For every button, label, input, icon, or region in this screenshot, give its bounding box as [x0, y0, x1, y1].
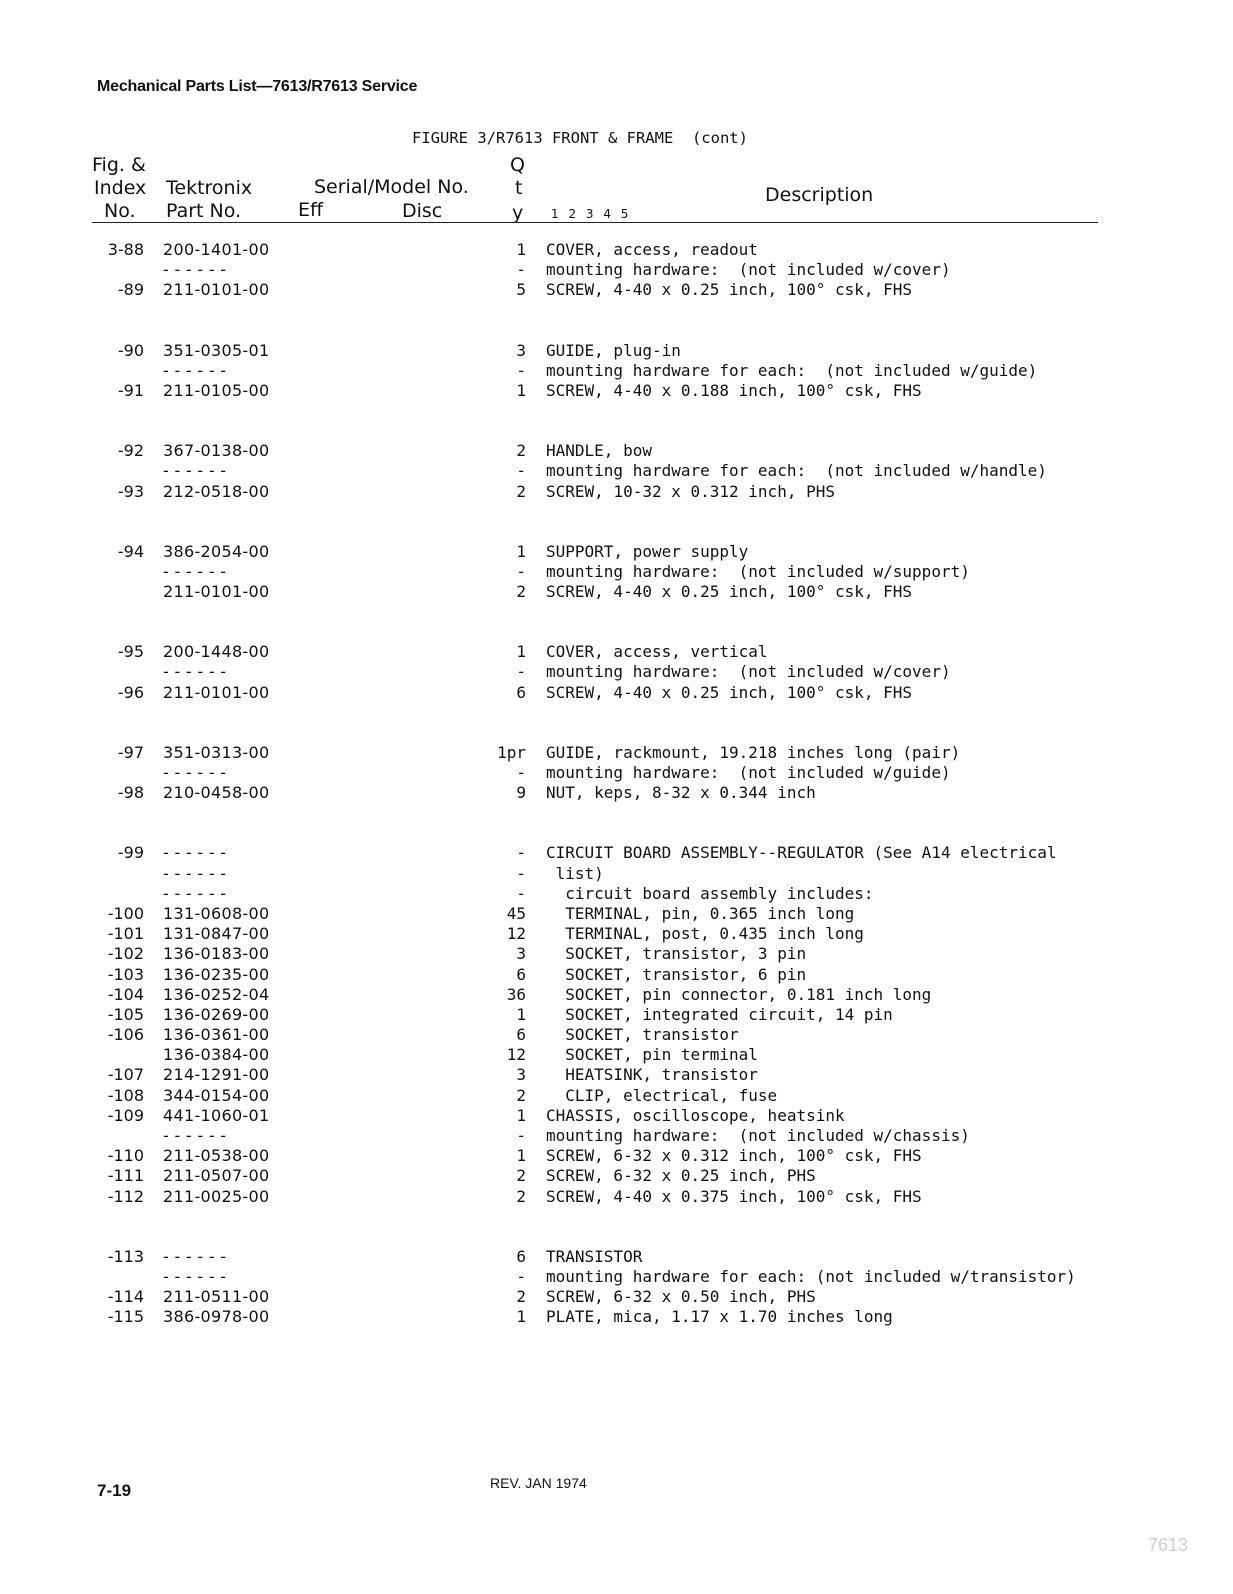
description-cell: GUIDE, rackmount, 19.218 inches long (pair)	[546, 742, 961, 762]
description-cell: CIRCUIT BOARD ASSEMBLY--REGULATOR (See A14 electrical	[546, 843, 1057, 863]
page-header: Mechanical Parts List—7613/R7613 Service	[97, 78, 418, 95]
fig-index-cell: -91	[117, 380, 144, 400]
quantity-cell: 5	[516, 280, 526, 300]
fig-index-cell: -92	[117, 441, 144, 461]
part-number-cell: 210-0458-00	[163, 783, 270, 803]
parts-row	[0, 924, 1233, 944]
part-number-cell: 136-0269-00	[163, 1004, 270, 1024]
parts-list	[0, 240, 1233, 1368]
col-fig-heading-2: Index	[94, 177, 147, 199]
parts-group	[0, 743, 1233, 804]
quantity-cell: -	[516, 561, 526, 581]
parts-row	[0, 482, 1233, 502]
part-number-cell: 214-1291-00	[163, 1065, 270, 1085]
parts-group	[0, 843, 1233, 1206]
part-number-cell: 351-0305-01	[163, 340, 270, 360]
part-number-cell: 136-0252-04	[163, 984, 270, 1004]
fig-index-cell: -105	[107, 1004, 144, 1024]
parts-group	[0, 642, 1233, 703]
description-cell: SUPPORT, power supply	[546, 541, 749, 561]
parts-group	[0, 1247, 1233, 1328]
parts-row	[0, 1287, 1233, 1307]
parts-row	[0, 361, 1233, 381]
description-cell: list)	[546, 863, 604, 883]
description-cell: mounting hardware for each: (not included w/handle)	[546, 461, 1047, 481]
parts-group	[0, 341, 1233, 402]
part-number-cell: 211-0511-00	[163, 1287, 270, 1307]
parts-row	[0, 944, 1233, 964]
description-cell: TRANSISTOR	[546, 1246, 643, 1266]
part-number-cell: 211-0101-00	[163, 682, 270, 702]
description-cell: COVER, access, readout	[546, 240, 758, 259]
part-number-cell: 441-1060-01	[163, 1105, 270, 1125]
description-cell: SCREW, 4-40 x 0.188 inch, 100° csk, FHS	[546, 380, 922, 400]
parts-group	[0, 441, 1233, 502]
fig-index-cell: -113	[107, 1246, 144, 1266]
fig-index-cell: -90	[117, 340, 144, 360]
fig-index-cell: -104	[107, 984, 144, 1004]
quantity-cell: 2	[516, 582, 526, 602]
fig-index-cell: -102	[107, 944, 144, 964]
part-number-cell: 211-0507-00	[163, 1166, 270, 1186]
parts-row	[0, 1106, 1233, 1126]
part-number-cell: 344-0154-00	[163, 1085, 270, 1105]
description-cell: SOCKET, transistor, 3 pin	[546, 944, 807, 964]
part-number-cell: - - - - - -	[163, 883, 227, 903]
fig-index-cell: -97	[117, 742, 144, 762]
description-cell: CLIP, electrical, fuse	[546, 1085, 778, 1105]
page-number: 7-19	[97, 1481, 132, 1500]
col-eff-heading: Eff	[298, 199, 324, 221]
quantity-cell: -	[516, 863, 526, 883]
parts-row	[0, 461, 1233, 481]
description-cell: SCREW, 6-32 x 0.50 inch, PHS	[546, 1287, 816, 1307]
col-part-heading-2: Part No.	[166, 200, 242, 222]
col-description-heading: Description	[765, 184, 874, 206]
quantity-cell: -	[516, 662, 526, 682]
part-number-cell: - - - - - -	[163, 260, 227, 280]
quantity-cell: 3	[516, 340, 526, 360]
parts-row	[0, 1307, 1233, 1327]
description-cell: mounting hardware for each: (not included w/transistor)	[546, 1266, 1076, 1286]
fig-index-cell: 3-88	[107, 240, 144, 259]
col-qty-heading-3: y	[512, 202, 524, 224]
quantity-cell: 2	[516, 481, 526, 501]
description-cell: mounting hardware: (not included w/cover)	[546, 260, 951, 280]
part-number-cell: 200-1448-00	[163, 642, 270, 662]
quantity-cell: 1	[516, 642, 526, 662]
parts-row	[0, 1146, 1233, 1166]
quantity-cell: 6	[516, 964, 526, 984]
quantity-cell: 1	[516, 380, 526, 400]
quantity-cell: -	[516, 883, 526, 903]
col-serial-heading: Serial/Model No.	[314, 176, 469, 198]
part-number-cell: 386-2054-00	[163, 541, 270, 561]
parts-row	[0, 662, 1233, 682]
fig-index-cell: -103	[107, 964, 144, 984]
col-part-heading-1: Tektronix	[166, 177, 253, 199]
quantity-cell: 9	[516, 783, 526, 803]
quantity-cell: 3	[516, 944, 526, 964]
description-cell: SOCKET, transistor, 6 pin	[546, 964, 807, 984]
description-cell: HEATSINK, transistor	[546, 1065, 758, 1085]
description-cell: SCREW, 4-40 x 0.25 inch, 100° csk, FHS	[546, 682, 913, 702]
description-cell: SOCKET, transistor	[546, 1025, 739, 1045]
parts-row	[0, 1187, 1233, 1207]
parts-row	[0, 1065, 1233, 1085]
parts-row	[0, 582, 1233, 602]
col-qty-heading-2: t	[515, 177, 523, 199]
quantity-cell: 2	[516, 1166, 526, 1186]
parts-row	[0, 240, 1233, 260]
quantity-cell: -	[516, 360, 526, 380]
parts-row	[0, 1005, 1233, 1025]
parts-row	[0, 562, 1233, 582]
part-number-cell: - - - - - -	[163, 662, 227, 682]
quantity-cell: 3	[516, 1065, 526, 1085]
description-cell: NUT, keps, 8-32 x 0.344 inch	[546, 783, 816, 803]
parts-row	[0, 260, 1233, 280]
parts-group	[0, 542, 1233, 603]
col-fig-heading-3: No.	[104, 200, 136, 222]
part-number-cell: 200-1401-00	[163, 240, 270, 259]
fig-index-cell: -110	[107, 1146, 144, 1166]
fig-index-cell: -112	[107, 1186, 144, 1206]
description-cell: SOCKET, pin connector, 0.181 inch long	[546, 984, 932, 1004]
parts-row	[0, 1086, 1233, 1106]
part-number-cell: 211-0101-00	[163, 280, 270, 300]
part-number-cell: 136-0183-00	[163, 944, 270, 964]
quantity-cell: 1	[516, 1307, 526, 1327]
description-cell: TERMINAL, post, 0.435 inch long	[546, 924, 864, 944]
fig-index-cell: -109	[107, 1105, 144, 1125]
parts-row	[0, 341, 1233, 361]
part-number-cell: - - - - - -	[163, 1126, 227, 1145]
description-cell: TERMINAL, pin, 0.365 inch long	[546, 903, 855, 923]
fig-index-cell: -100	[107, 903, 144, 923]
parts-row	[0, 642, 1233, 662]
part-number-cell: - - - - - -	[163, 763, 227, 782]
part-number-cell: - - - - - -	[163, 561, 227, 581]
description-cell: mounting hardware: (not included w/support)	[546, 561, 970, 581]
description-cell: mounting hardware: (not included w/guide)	[546, 763, 951, 782]
quantity-cell: -	[516, 763, 526, 782]
parts-row	[0, 280, 1233, 300]
parts-row	[0, 743, 1233, 763]
part-number-cell: 351-0313-00	[163, 742, 270, 762]
quantity-cell: 1pr	[497, 742, 526, 762]
part-number-cell: 211-0105-00	[163, 380, 270, 400]
parts-row	[0, 1247, 1233, 1267]
fig-index-cell: -106	[107, 1025, 144, 1045]
quantity-cell: 45	[506, 903, 526, 923]
part-number-cell: 136-0384-00	[163, 1045, 270, 1065]
col-disc-heading: Disc	[402, 200, 443, 222]
fig-index-cell: -108	[107, 1085, 144, 1105]
fig-index-cell: -99	[117, 843, 144, 863]
part-number-cell: 136-0361-00	[163, 1025, 270, 1045]
fig-index-cell: -93	[117, 481, 144, 501]
quantity-cell: -	[516, 260, 526, 280]
quantity-cell: -	[516, 1126, 526, 1145]
parts-row	[0, 1166, 1233, 1186]
description-cell: SCREW, 6-32 x 0.25 inch, PHS	[546, 1166, 816, 1186]
quantity-cell: 2	[516, 1085, 526, 1105]
col-qty-heading-1: Q	[510, 154, 525, 176]
fig-index-cell: -94	[117, 541, 144, 561]
description-cell: mounting hardware: (not included w/chassis)	[546, 1126, 970, 1145]
quantity-cell: 6	[516, 682, 526, 702]
quantity-cell: 1	[516, 541, 526, 561]
quantity-cell: 12	[506, 924, 526, 944]
description-cell: HANDLE, bow	[546, 441, 652, 461]
description-cell: SOCKET, pin terminal	[546, 1045, 758, 1065]
parts-row	[0, 1025, 1233, 1045]
part-number-cell: 386-0978-00	[163, 1307, 270, 1327]
fig-index-cell: -98	[117, 783, 144, 803]
description-cell: mounting hardware: (not included w/cover)	[546, 662, 951, 682]
revision-date: REV. JAN 1974	[490, 1475, 587, 1491]
parts-row	[0, 683, 1233, 703]
quantity-cell: 12	[506, 1045, 526, 1065]
header-rule	[92, 222, 1098, 223]
fig-index-cell: -107	[107, 1065, 144, 1085]
parts-row	[0, 843, 1233, 863]
parts-row	[0, 783, 1233, 803]
description-cell: circuit board assembly includes:	[546, 883, 874, 903]
fig-index-cell: -111	[107, 1166, 144, 1186]
fig-index-cell: -96	[117, 682, 144, 702]
parts-row	[0, 763, 1233, 783]
quantity-cell: 2	[516, 441, 526, 461]
parts-row	[0, 1267, 1233, 1287]
watermark: 7613	[1148, 1535, 1189, 1555]
description-cell: SCREW, 10-32 x 0.312 inch, PHS	[546, 481, 835, 501]
part-number-cell: 212-0518-00	[163, 481, 270, 501]
description-cell: mounting hardware for each: (not included w/guide)	[546, 360, 1038, 380]
col-indent-levels: 1 2 3 4 5	[551, 207, 632, 221]
fig-index-cell: -95	[117, 642, 144, 662]
description-cell: GUIDE, plug-in	[546, 340, 681, 360]
parts-group	[0, 240, 1233, 301]
fig-index-cell: -115	[107, 1307, 144, 1327]
parts-row	[0, 965, 1233, 985]
quantity-cell: 1	[516, 1004, 526, 1024]
col-fig-heading-1: Fig. &	[92, 154, 146, 176]
description-cell: SCREW, 4-40 x 0.25 inch, 100° csk, FHS	[546, 280, 913, 300]
description-cell: CHASSIS, oscilloscope, heatsink	[546, 1105, 845, 1125]
parts-row	[0, 864, 1233, 884]
description-cell: SOCKET, integrated circuit, 14 pin	[546, 1004, 893, 1024]
parts-row	[0, 381, 1233, 401]
part-number-cell: 136-0235-00	[163, 964, 270, 984]
part-number-cell: - - - - - -	[163, 863, 227, 883]
quantity-cell: 1	[516, 1105, 526, 1125]
part-number-cell: 211-0101-00	[163, 582, 270, 602]
part-number-cell: - - - - - -	[163, 1266, 227, 1286]
quantity-cell: 1	[516, 1146, 526, 1166]
fig-index-cell: -114	[107, 1287, 144, 1307]
parts-row	[0, 884, 1233, 904]
part-number-cell: 211-0538-00	[163, 1146, 270, 1166]
fig-index-cell: -89	[117, 280, 144, 300]
part-number-cell: - - - - - -	[163, 843, 227, 863]
parts-row	[0, 904, 1233, 924]
description-cell: COVER, access, vertical	[546, 642, 768, 662]
part-number-cell: - - - - - -	[163, 1246, 227, 1266]
quantity-cell: 2	[516, 1287, 526, 1307]
parts-row	[0, 1126, 1233, 1146]
description-cell: SCREW, 4-40 x 0.375 inch, 100° csk, FHS	[546, 1186, 922, 1206]
quantity-cell: -	[516, 461, 526, 481]
description-cell: PLATE, mica, 1.17 x 1.70 inches long	[546, 1307, 893, 1327]
part-number-cell: - - - - - -	[163, 461, 227, 481]
quantity-cell: 2	[516, 1186, 526, 1206]
quantity-cell: 1	[516, 240, 526, 259]
part-number-cell: 131-0608-00	[163, 903, 270, 923]
part-number-cell: 131-0847-00	[163, 924, 270, 944]
quantity-cell: -	[516, 843, 526, 863]
figure-title: FIGURE 3/R7613 FRONT & FRAME (cont)	[412, 129, 748, 147]
fig-index-cell: -101	[107, 924, 144, 944]
parts-row	[0, 1045, 1233, 1065]
quantity-cell: 36	[506, 984, 526, 1004]
parts-row	[0, 985, 1233, 1005]
description-cell: SCREW, 6-32 x 0.312 inch, 100° csk, FHS	[546, 1146, 922, 1166]
parts-row	[0, 441, 1233, 461]
quantity-cell: -	[516, 1266, 526, 1286]
part-number-cell: 367-0138-00	[163, 441, 270, 461]
description-cell: SCREW, 4-40 x 0.25 inch, 100° csk, FHS	[546, 582, 913, 602]
part-number-cell: - - - - - -	[163, 360, 227, 380]
parts-row	[0, 542, 1233, 562]
part-number-cell: 211-0025-00	[163, 1186, 270, 1206]
quantity-cell: 6	[516, 1246, 526, 1266]
quantity-cell: 6	[516, 1025, 526, 1045]
